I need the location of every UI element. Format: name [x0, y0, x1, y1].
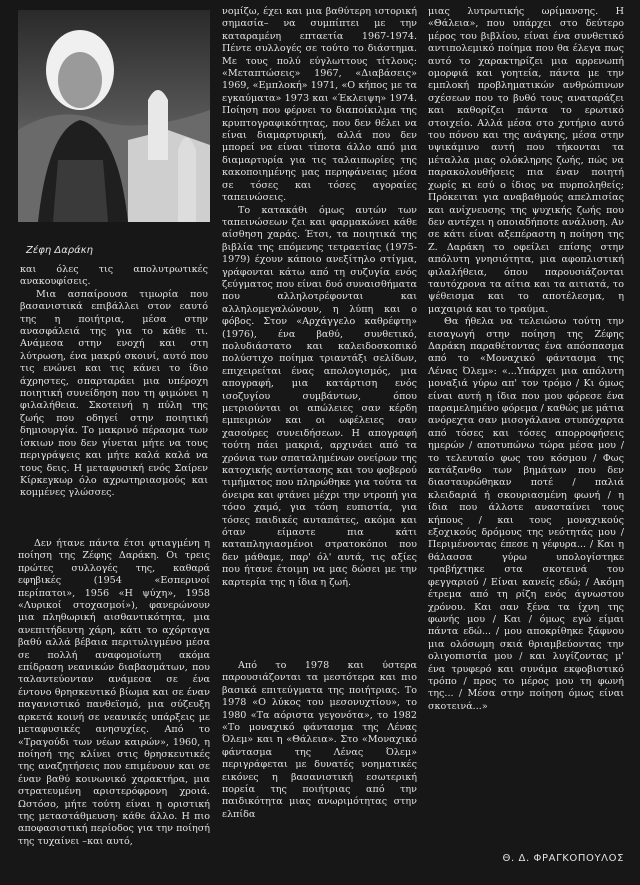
- portrait-image: [18, 10, 210, 222]
- paragraph: Από το 1978 και ύστερα παρουσιάζονται τα μεστότερα και πιο βασικά επιτεύγματα της ποιήτριας. Το 1978 «Ο λύκος του μεσονυχτίου», το 1980 «Τα αόριστα γεγονότα», το 1982 «Το μοναχικό φάντασμα της Λένας Όλεμ» και η «Θάλεια». Στο «Μοναχικό φάντασμα της Λένας Όλεμ» περιγράφεται με δυνατές νοηματικές εικόνες η βασανιστική εσωτερική πορεία της ποιήτριας από την παιδικότητα μιας ανωριμότητας στην ελπίδα: [222, 660, 417, 820]
- paragraph: Θα ήθελα να τελειώσω τούτη την εισαγωγή στην ποίηση της Ζέφης Δαράκη παραθέτοντας ένα απόσπασμα από το «Μοναχικό φάντασμα της Λένας Όλεμ»: «...Υπάρχει μια απόλυτη μοναξιά γύρω απ' τον τρόμο / Κι όμως είναι αυτή η ίδια που μου φόρεσε ένα παραμελημένο φόρεμα / καθώς με μάτια ανόρεχτα σαν μισογάλανα στυπόχαρτα από τόσες και τόσες απορροφήσεις ημερών / αποτυπώνω τώρα μέσα μου / το τελευταίο φως του κόσμου / Φως κατάξανθο των βημάτων που δεν διασταυρώθηκαν ποτέ / παλιά κλειδαριά ή σκουριασμένη φωνή / η ίδια που άλλοτε ανασταίνει τους κήπους / και τους μοναχικούς εξοχικούς δρόμους της νεότητάς μου / Περιμένοντας έπεσε η γέφυρα... / Και η θάλασσα γύρω υπολογίστηκε τραβήχτηκε στα σκοτεινά του φεγγαριού / Είναι κανείς εδώ; / Ακόμη έτρεμα από τη ρίζη ενός άγνωστου χρόνου. Και σαν ξένα τα ίχνη της φωνής μου / Και / όμως εγώ είμαι πάντα εδώ... / μου αποκρίθηκε ξάφνου μια ολόσωμη σκιά θριαμβεύοντας την ολιγοπιστία μου / και λυγίζοντας μ' ένα τρυφερό και συνάμα εκφοβιστικό τρόπο / προς το μέρος μου τη φωνή της... / Μέσα στην ποίηση όμως είναι σκοτεινά...»: [428, 316, 624, 712]
- paragraph: Το κατακάθι όμως αυτών των ταπεινώσεων ζει και φαρμακώνει κάθε αίσθηση χαράς. Έτσι, τα ποιητικά της βιβλία της επόμενης τετραετίας (1975-1979) έχουν κάποιο ανεξίτηλο στίγμα, γράφονται κάτω από τη συζυγία ενός ζεύγματος που είναι δυό συναισθήματα που αλληλοτρέφονται και αλληλομεγαλώνουν, η λύπη και ο φόβος. Στον «Αρχάγγελο καθρέφτη» (1976), ένα βαθύ, συνθετικό, πολυδιάστατο και καλειδοσκοπικό πολύστιχο ποίημα τριαντάξι σελίδων, επιχειρείται ένας απολογισμός, μια απογραφή, μια κατάρτιση ενός ισοζυγίου συμβάντων, όπου μετριούνται οι απώλειες σαν κέρδη εμπειριών και οι ωφέλειες σαν χασούρες συνειδήσεων. Η απογραφή τούτη πάει μακριά, αρχινάει από τα χρόνια των σπαταλημένων ονείρων της κατοχικής αντίστασης και του φοβερού τιμήματος που πληρώθηκε για τούτα τα όνειρα και φτάνει μέχρι την ντροπή για τόσο χαμό, για τόση ευπιστία, για τόσες παιδικές αυταπάτες, ακόμα και όταν είμαστε πια κάτι καταπληγιασμένοι στρατοκόποι που δεν μάθαμε, παρ' όλ' αυτά, τις αξίες που ήτανε έτοιμη να μας δώσει με την καρτερία της η ίδια η ζωή.: [222, 204, 417, 588]
- column-1-top: [20, 264, 208, 500]
- paragraph: νομίζω, έχει και μια βαθύτερη ιστορική σημασία– να συμπίπτει με την καταραμένη επταετία 1967-1974. Πέντε συλλογές σε τούτο το διάστημα. Με τους πολύ εύγλωττους τίτλους: «Μεταπτώσεις» 1967, «Διαβάσεις» 1969, «Εμπλοκή» 1971, «Ο κήπος με τα εγκαύματα» 1973 και «Έκλειψη» 1974. Ποίηση που φέρνει το διαποίκιλμα της κρυπτογραφικότητας, που δεν θέλει να είναι διαμαρτυρική, αλλά που δεν μπορεί να είναι τίποτα άλλο από μια διαμαρτυρία για τις ταλαιπωρίες της κακοποιημένης μας περηφάνειας μέσα σε τόσες και τόσες αγοραίες ταπεινώσεις.: [222, 6, 417, 204]
- paragraph: μιας λυτρωτικής ωρίμανσης. Η «Θάλεια», που υπάρχει στο δεύτερο μέρος του βιβλίου, είναι ένα συνθετικό αντιπολεμικό ποίημα που θα έλεγα πως αυτό το χαρακτηρίζει μια αρρενωπή ομορφιά και γοητεία, πάντα με την εμπλοκή προβληματικών ανθρώπινων σχέσεων που το βυθό τους αναταράζει και καθορίζει πάντα το ερωτικό στοιχείο. Αλλά μέσα στο χυτήριο αυτό του πόνου και της ανάγκης, μέσα στην υψικάμινο αυτή που τήκονται τα μέταλλα μιας ολόκληρης ζωής, πώς να παρακολουθήσεις πια έναν ποιητή χωρίς κι εσύ ο ίδιος να πυρποληθείς; Πρόκειται για αναβαθμούς απελπισίας και ανίχνευσης της ψυχικής ζωής που δεν αντέχει η οποιαδήποτε ανάλυση. Αν σε κάτι είναι αξεπέραστη η ποίηση της Ζ. Δαράκη το οφείλει επίσης στην απόλυτη γνησιότητα, μια αφοπλιστική φιλαλήθεια, όπου παρουσιάζονται ταυτόχρονα τα αίτια και τα αιτιατά, το ψέθεισμα και το αποτέλεσμα, η μαχαιριά και το τραύμα.: [428, 6, 624, 315]
- paragraph: και όλες τις απολυτρωτικές ανακουφίσεις.: [20, 264, 208, 288]
- photo-caption: Ζέφη Δαράκη: [26, 245, 93, 256]
- author-signature: Θ. Δ. ΦΡΑΓΚΟΠΟΥΛΟΣ: [502, 853, 624, 864]
- column-2-top: [222, 6, 417, 589]
- column-2-bottom: [222, 660, 417, 821]
- author-photo: [18, 10, 210, 222]
- column-1-bottom: [18, 538, 210, 848]
- paragraph: Μια ασπαίρουσα τιμωρία που βασανιστικά επιβάλλει στον εαυτό της η ποιήτρια, μέσα στην ανασφάλειά της για το κάθε τι. Ανάμεσα στην ενοχή και στη λύτρωση, ένα μακρύ σκοινί, αυτό που τις ενώνει και τις κάνει το ίδιο άχρηστες, σπαρταράει μια υπέροχη ποιητική συνείδηση που τη φιμώνει η φιλαλήθεια. Σκοτεινή η πύλη της ζωής που οδηγεί στην ποιητική δημιουργία. Το μακρινό πέρασμα των ίσκιων που δεν γίνεται μήτε να τους περιγράψεις και μήτε καλά καλά να τους δεις. Η μεταφυσική ενός Σαίρεν Κίρκεγκωρ όλο αχρωτηριασμούς και κομμένες γλώσσες.: [20, 288, 208, 499]
- column-3: [428, 6, 624, 713]
- paragraph: Δεν ήτανε πάντα έτσι φτιαγμένη η ποίηση της Ζέφης Δαράκη. Οι τρεις πρώτες συλλογές της, καθαρά εφηβικές (1954 «Εσπερινοί περίπατοι», 1956 «Η ψύχη», 1958 «Λυρικοί στοχασμοί»), φανερώνουν μια πληθωρική αισθαντικότητα, μια ανεπιτήδευτη χάρη, κάτι το αχόρταγα βαθύ αλλά βέβαια περιτυλιγμένο μέσα σε πολλή αναφομοίωτη ακόμα επίδραση νεανικών διαβασμάτων, που ταλαντεύονταν ανάμεσα σε ένα έντονο θρησκευτικό βίωμα και σε έναν παγανιστικό πανθεϊσμό, μια σύζευξη αρκετά κοινή σε νεανικές υπάρξεις με μεταφυσικές ανησυχίες. Από το «Τραγούδι των νέων καιρών», 1960, η ποίησή της κλίνει στις θρησκευτικές της αναζητήσεις που επιμένουν και σε έναν βαθύ κοινωνικό χαρακτήρα, μια στρατευμένη αριστερόφρονη χροιά. Ωστόσο, μήτε τούτη είναι η οριστική της μεταστάθμευση· κάθε άλλο. Η πιο αποφασιστική περίοδος για την ποίησή της τυχαίνει –και αυτό,: [18, 538, 210, 847]
